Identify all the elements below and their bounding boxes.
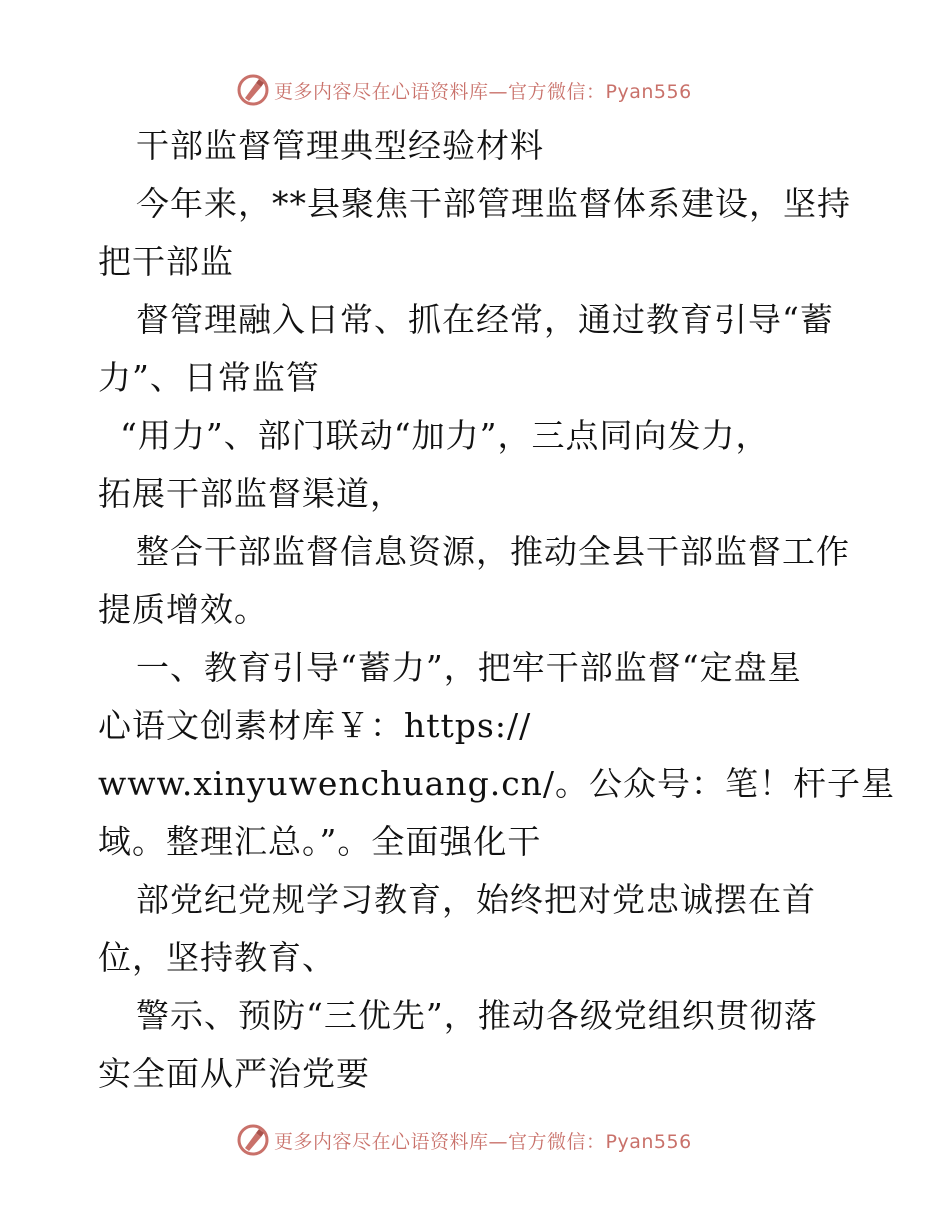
paragraph-line: 心语文创素材库￥：https:// (98, 706, 532, 745)
paragraph-line: 位，坚持教育、 (98, 938, 336, 977)
paragraph-line: 把干部监 (98, 242, 234, 281)
paragraph-line: 提质增效。 (98, 590, 268, 629)
paragraph-line: 域。整理汇总。”。全面强化干 (98, 822, 542, 861)
paragraph-line: “用力”、部门联动“加力”，三点同向发力， (120, 416, 770, 455)
watermark-banner-top (236, 72, 692, 108)
paragraph-line: 部党纪党规学习教育，始终把对党忠诚摆在首 (136, 880, 816, 919)
paragraph-line: www.xinyuwenchuang.cn/。公众号：笔！杆子星 (98, 764, 896, 803)
paragraph-line: 今年来，**县聚焦干部管理监督体系建设，坚持 (136, 184, 851, 223)
watermark-banner-bottom (236, 1122, 692, 1158)
watermark-text: 更多内容尽在心语资料库—官方微信：Pyan556 (274, 80, 692, 103)
paragraph-line: 督管理融入日常、抓在经常，通过教育引导“蓄 (136, 300, 834, 339)
paragraph-line: 实全面从严治党要 (98, 1054, 370, 1093)
paragraph-line: 拓展干部监督渠道， (98, 474, 404, 513)
paragraph-line: 整合干部监督信息资源，推动全县干部监督工作 (136, 532, 850, 571)
paragraph-line: 警示、预防“三优先”，推动各级党组织贯彻落 (136, 996, 818, 1035)
pen-logo-icon (236, 73, 270, 107)
section-heading: 一、教育引导“蓄力”，把牢干部监督“定盘星 (136, 648, 802, 687)
paragraph-line: 力”、日常监管 (98, 358, 320, 397)
watermark-text: 更多内容尽在心语资料库—官方微信：Pyan556 (274, 1130, 692, 1153)
document-title: 干部监督管理典型经验材料 (136, 126, 544, 165)
pen-logo-icon (236, 1123, 270, 1157)
